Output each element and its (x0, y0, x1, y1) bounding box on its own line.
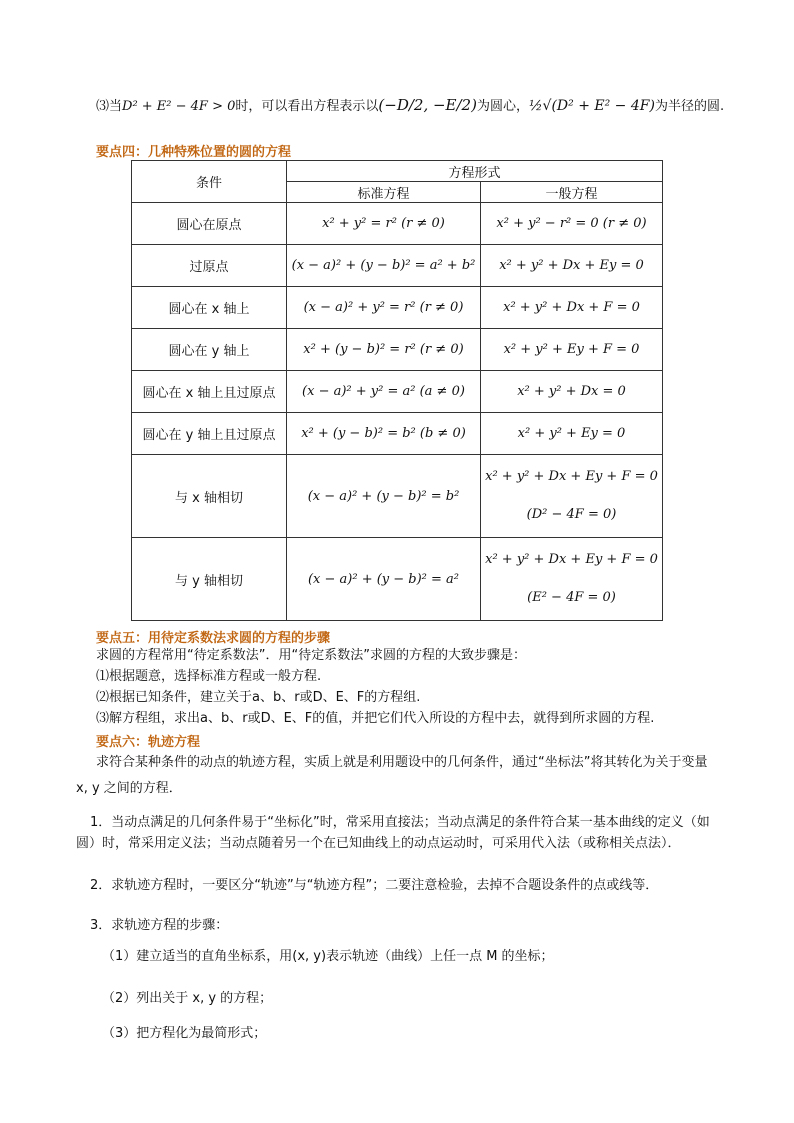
row-condition: 圆心在 y 轴上 (132, 329, 287, 371)
row-general-equation: x² + y² + Dx + Ey + F = 0 (485, 552, 658, 567)
row-condition: 圆心在原点 (132, 203, 287, 245)
section-6-item-1: 1．当动点满足的几何条件易于“坐标化”时，常采用直接法；当动点满足的条件符合某一基本曲线的定义（如圆）时，常采用定义法；当动点随着另一个在已知曲线上的动点运动时，可采用代入法（或称相关点法）． (76, 815, 710, 851)
row-general-equation: x² + y² + Ey = 0 (481, 413, 663, 455)
row-standard-equation: (x − a)² + (y − b)² = b² (287, 455, 481, 538)
section-5-step-1: ⑴根据题意，选择标准方程或一般方程. (96, 669, 322, 684)
table-row (132, 455, 663, 538)
row-standard-equation: (x − a)² + (y − b)² = a² (287, 538, 481, 621)
row-general-equation-cell (481, 455, 663, 538)
row-standard-equation: (x − a)² + y² = r² (r ≠ 0) (287, 287, 481, 329)
circle-center-formula: (−D/2, −E/2) (378, 96, 477, 114)
table-row (132, 371, 663, 413)
section-5-step-3: ⑶解方程组，求出a、b、r或D、E、F的值，并把它们代入所设的方程中去，就得到所求圆的方程. (96, 711, 655, 726)
row-standard-equation: x² + (y − b)² = b² (b ≠ 0) (287, 413, 481, 455)
row-condition: 圆心在 x 轴上 (132, 287, 287, 329)
table-row (132, 329, 663, 371)
section-6-sub-2: （2）列出关于 x, y 的方程； (102, 991, 273, 1006)
row-standard-equation: (x − a)² + y² = a² (a ≠ 0) (287, 371, 481, 413)
table-row (132, 287, 663, 329)
row-condition: 过原点 (132, 245, 287, 287)
row-general-condition: (E² − 4F = 0) (527, 590, 616, 605)
row-condition: 与 x 轴相切 (132, 455, 287, 538)
row-condition: 圆心在 y 轴上且过原点 (132, 413, 287, 455)
row-general-equation: x² + y² + Ey + F = 0 (481, 329, 663, 371)
section-6-item-3: 3．求轨迹方程的步骤： (90, 918, 229, 933)
table-row (132, 245, 663, 287)
table-row (132, 538, 663, 621)
row-standard-equation: x² + (y − b)² = r² (r ≠ 0) (287, 329, 481, 371)
condition-inequality: D² + E² − 4F > 0 (122, 99, 236, 114)
row-general-equation: x² + y² − r² = 0 (r ≠ 0) (481, 203, 663, 245)
center-suffix: 为圆心， (476, 99, 529, 114)
header-standard-equation: 标准方程 (287, 182, 481, 203)
table-row (132, 203, 663, 245)
row-standard-equation: (x − a)² + (y − b)² = a² + b² (287, 245, 481, 287)
special-circle-table (131, 160, 663, 621)
header-condition: 条件 (132, 161, 287, 203)
condition-3-middle: 时，可以看出方程表示以 (235, 99, 379, 114)
section-6-title: 要点六：轨迹方程 (96, 735, 201, 750)
section-4-title: 要点四：几种特殊位置的圆的方程 (96, 145, 292, 160)
header-general-equation: 一般方程 (481, 182, 663, 203)
table-row (132, 413, 663, 455)
section-6-sub-3: （3）把方程化为最简形式； (102, 1026, 267, 1041)
row-condition: 与 y 轴相切 (132, 538, 287, 621)
row-condition: 圆心在 x 轴上且过原点 (132, 371, 287, 413)
section-5-intro: 求圆的方程常用“待定系数法”．用“待定系数法”求圆的方程的大致步骤是： (96, 648, 526, 663)
condition-3-line (96, 96, 724, 116)
section-6-paragraph: 求符合某种条件的动点的轨迹方程，实质上就是利用题设中的几何条件，通过“坐标法”将其转化为关于变量 x, y 之间的方程． (76, 755, 708, 796)
row-general-equation: x² + y² + Dx + Ey + F = 0 (485, 469, 658, 484)
circle-radius-formula: ½√(D² + E² − 4F) (528, 98, 655, 114)
row-general-equation: x² + y² + Dx = 0 (481, 371, 663, 413)
section-6-sub-1: （1）建立适当的直角坐标系，用(x, y)表示轨迹（曲线）上任一点 M 的坐标； (102, 949, 554, 964)
header-equation-form: 方程形式 (287, 161, 663, 182)
row-general-equation: x² + y² + Dx + F = 0 (481, 287, 663, 329)
row-general-condition: (D² − 4F = 0) (526, 507, 617, 522)
section-5-step-2: ⑵根据已知条件，建立关于a、b、r或D、E、F的方程组. (96, 690, 421, 705)
section-5-title: 要点五：用待定系数法求圆的方程的步骤 (96, 631, 331, 646)
row-standard-equation: x² + y² = r² (r ≠ 0) (287, 203, 481, 245)
row-general-equation: x² + y² + Dx + Ey = 0 (481, 245, 663, 287)
radius-suffix: 为半径的圆. (654, 99, 725, 114)
row-general-equation-cell (481, 538, 663, 621)
section-6-item-2: 2．求轨迹方程时，一要区分“轨迹”与“轨迹方程”；二要注意检验，去掉不合题设条件的点或线等． (90, 878, 659, 893)
condition-3-prefix: ⑶当 (96, 99, 123, 114)
